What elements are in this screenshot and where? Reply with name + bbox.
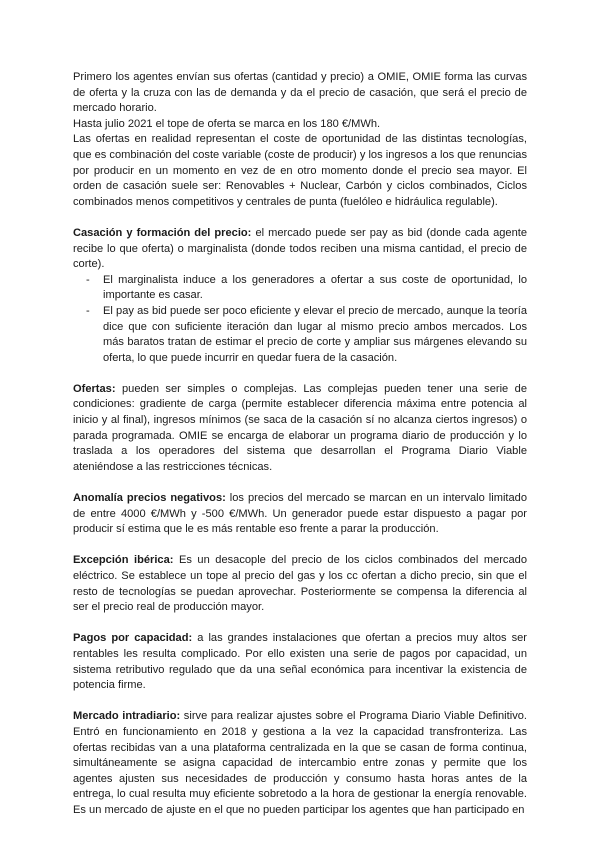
excepcion-paragraph: [73, 553, 527, 615]
excepcion-heading: Excepción ibérica:: [73, 554, 174, 567]
intro-block: [73, 70, 527, 210]
list-item: [86, 304, 527, 366]
list-item-text: El marginalista induce a los generadores a ofertar a sus coste de oportunidad, lo importante es casar.: [103, 273, 527, 302]
intradiario-text: sirve para realizar ajustes sobre el Programa Diario Viable Definitivo. Entró en funcionamiento en 2018 y gestiona a la vez la capacidad transfronteriza. Las ofertas recibidas van a una plataforma centralizada en la que se casan de forma continua, simultáneamente se asigna capacidad de intercambio entre zonas y permite que los agentes ajusten sus necesidades de producción y consumo hasta horas antes de la entrega, lo cual resulta muy eficiente sobretodo a la hora de gestionar la energía renovable. Es un mercado de ajuste en el que no pueden participar los agentes que han participado en: [73, 710, 527, 816]
dash-bullet: -: [86, 304, 90, 317]
anomalia-paragraph: [73, 491, 527, 538]
section-ofertas: [73, 382, 527, 476]
list-item: [86, 273, 527, 304]
anomalia-text: los precios del mercado se marcan en un intervalo limitado de entre 4000 €/MWh y -500 €/MWh. Un generador puede estar dispuesto a pagar por producir sí estima que le es más rentable eso frente a parar la producción.: [73, 492, 527, 536]
section-intradiario: [73, 709, 527, 818]
ofertas-text: pueden ser simples o complejas. Las complejas pueden tener una serie de condiciones: gradiente de carga (permite establecer diferencia máxima entre potencia al inicio y al final), ingresos mínimos (se saca de la casación sí no alcanza ciertos ingresos) o parada programada. OMIE se encarga de elaborar un programa diario de producción y lo traslada a los operadores del sistema que desarrollan el Programa Diario Viable ateniéndose a las restricciones técnicas.: [73, 382, 527, 473]
list-item-text: El pay as bid puede ser poco eficiente y elevar el precio de mercado, aunque la teoría dice que con suficiente iteración dan lugar al mismo precio ambos mercados. Los más baratos tratan de estimar el precio de corte y ampliar sus márgenes elevando su oferta, lo que puede incurrir en quedar fuera de la casación.: [103, 304, 527, 364]
pagos-heading: Pagos por capacidad:: [73, 632, 193, 645]
section-excepcion: [73, 553, 527, 615]
section-casacion: [73, 226, 527, 366]
dash-bullet: -: [86, 273, 90, 286]
casacion-heading: Casación y formación del precio:: [73, 226, 252, 239]
pagos-paragraph: [73, 631, 527, 693]
ofertas-paragraph: [73, 382, 527, 476]
intro-paragraph-2: Hasta julio 2021 el tope de oferta se marca en los 180 €/MWh.: [73, 117, 381, 130]
section-anomalia: [73, 491, 527, 538]
pagos-text: a las grandes instalaciones que ofertan a precios muy altos ser rentables les resulta complicado. Por ello existen una serie de pagos por capacidad, un sistema retributivo regulado que da una señal económica para incentivar la existencia de potencia firme.: [73, 632, 527, 692]
casacion-paragraph: [73, 226, 527, 273]
casacion-bullet-list: [73, 273, 527, 367]
intro-paragraph-1: Primero los agentes envían sus ofertas (cantidad y precio) a OMIE, OMIE forma las curvas de oferta y la cruza con las de demanda y da el precio de casación, que será el precio de mercado horario.: [73, 71, 527, 115]
anomalia-heading: Anomalía precios negativos:: [73, 492, 226, 505]
intradiario-heading: Mercado intradiario:: [73, 710, 181, 723]
document-page: [73, 70, 527, 819]
casacion-text: el mercado puede ser pay as bid (donde cada agente recibe lo que oferta) o marginalista (donde todos reciben una misma cantidad, el precio de corte).: [73, 226, 527, 271]
intro-paragraph-3: Las ofertas en realidad representan el coste de oportunidad de las distintas tecnologías, que es combinación del coste variable (coste de producir) y los ingresos a los que renuncias por producir en un momento en vez de en otro momento donde el precio sea mayor. El orden de casación suele ser: Renovables + Nuclear, Carbón y ciclos combinados, Ciclos combinados menos competitivos y centrales de punta (fuelóleo e hidráulica regulable).: [73, 133, 527, 208]
ofertas-heading: Ofertas:: [73, 382, 116, 395]
excepcion-text: Es un desacople del precio de los ciclos combinados del mercado eléctrico. Se establece un tope al precio del gas y los cc ofertan a dicho precio, sin que el resto de tecnologías se puedan aprovechar. Posteriormente se compensa la diferencia al ser el precio real de producción mayor.: [73, 554, 527, 614]
intradiario-paragraph: [73, 709, 527, 818]
section-pagos: [73, 631, 527, 693]
